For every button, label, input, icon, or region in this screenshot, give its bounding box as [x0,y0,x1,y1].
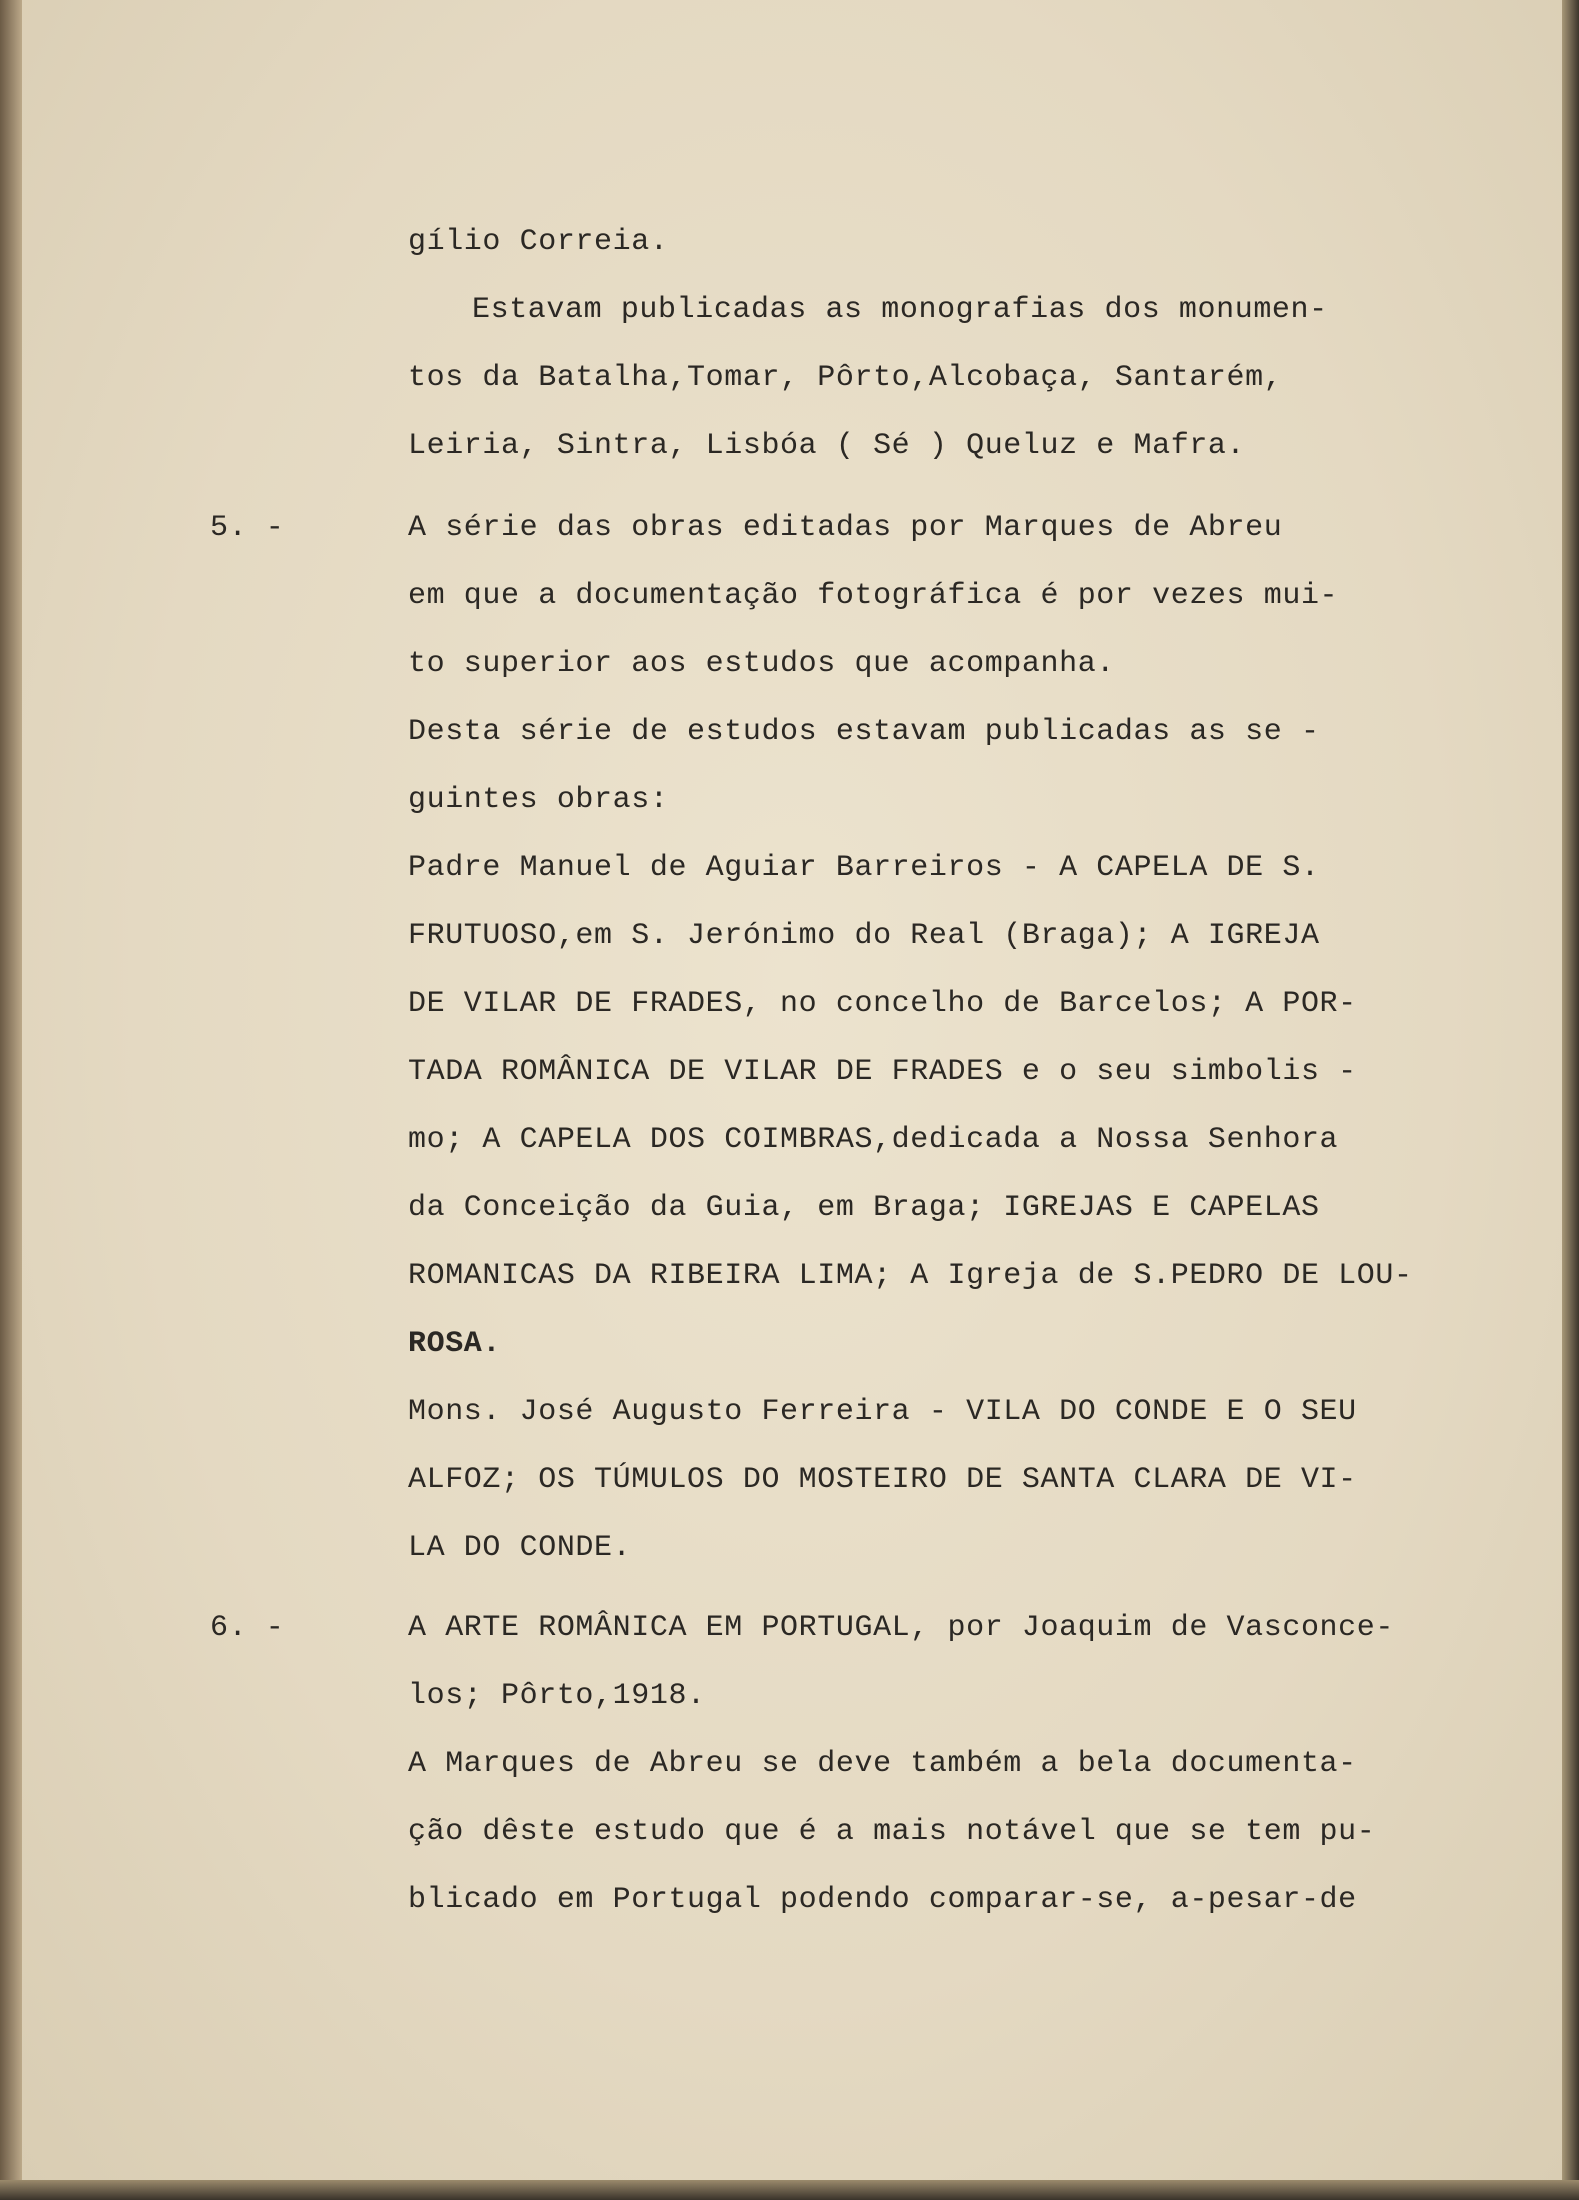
text-line: Leiria, Sintra, Lisbóa ( Sé ) Queluz e Mafra. [408,429,1246,463]
text-line: Padre Manuel de Aguiar Barreiros - A CAPELA DE S. [408,851,1320,885]
item-number-6: 6. - [210,1611,285,1645]
page-binding-edge [0,0,22,2200]
text-line: ROMANICAS DA RIBEIRA LIMA; A Igreja de S.PEDRO DE LOU- [408,1259,1413,1293]
text-line: em que a documentação fotográfica é por vezes mui- [408,579,1339,613]
text-line: Mons. José Augusto Ferreira - VILA DO CONDE E O SEU [408,1395,1357,1429]
document-page [22,0,1562,2180]
text-line: LA DO CONDE. [408,1531,632,1565]
text-line: tos da Batalha,Tomar, Pôrto,Alcobaça, Santarém, [408,361,1283,395]
text-line: guintes obras: [408,783,669,817]
text-line: TADA ROMÂNICA DE VILAR DE FRADES e o seu simbolis - [408,1055,1357,1089]
item-number-5: 5. - [210,511,285,545]
text-line: Desta série de estudos estavam publicadas as se - [408,715,1320,749]
text-line: A Marques de Abreu se deve também a bela documenta- [408,1747,1357,1781]
text-line: mo; A CAPELA DOS COIMBRAS,dedicada a Nossa Senhora [408,1123,1339,1157]
text-line: gílio Correia. [408,225,669,259]
text-line: da Conceição da Guia, em Braga; IGREJAS E CAPELAS [408,1191,1320,1225]
text-line: ROSA. [408,1327,502,1361]
text-line: FRUTUOSO,em S. Jerónimo do Real (Braga); A IGREJA [408,919,1320,953]
page-right-edge [1562,0,1579,2200]
text-line: ção dêste estudo que é a mais notável que se tem pu- [408,1815,1376,1849]
text-line: A ARTE ROMÂNICA EM PORTUGAL, por Joaquim de Vasconce- [408,1611,1394,1645]
text-line: Estavam publicadas as monografias dos monumen- [472,293,1328,327]
text-line: A série das obras editadas por Marques de Abreu [408,511,1283,545]
text-line: los; Pôrto,1918. [408,1679,706,1713]
text-line: ALFOZ; OS TÚMULOS DO MOSTEIRO DE SANTA CLARA DE VI- [408,1463,1357,1497]
text-line: DE VILAR DE FRADES, no concelho de Barcelos; A POR- [408,987,1357,1021]
text-line: blicado em Portugal podendo comparar-se, a-pesar-de [408,1883,1357,1917]
text-line: to superior aos estudos que acompanha. [408,647,1115,681]
page-bottom-edge [0,2180,1579,2200]
